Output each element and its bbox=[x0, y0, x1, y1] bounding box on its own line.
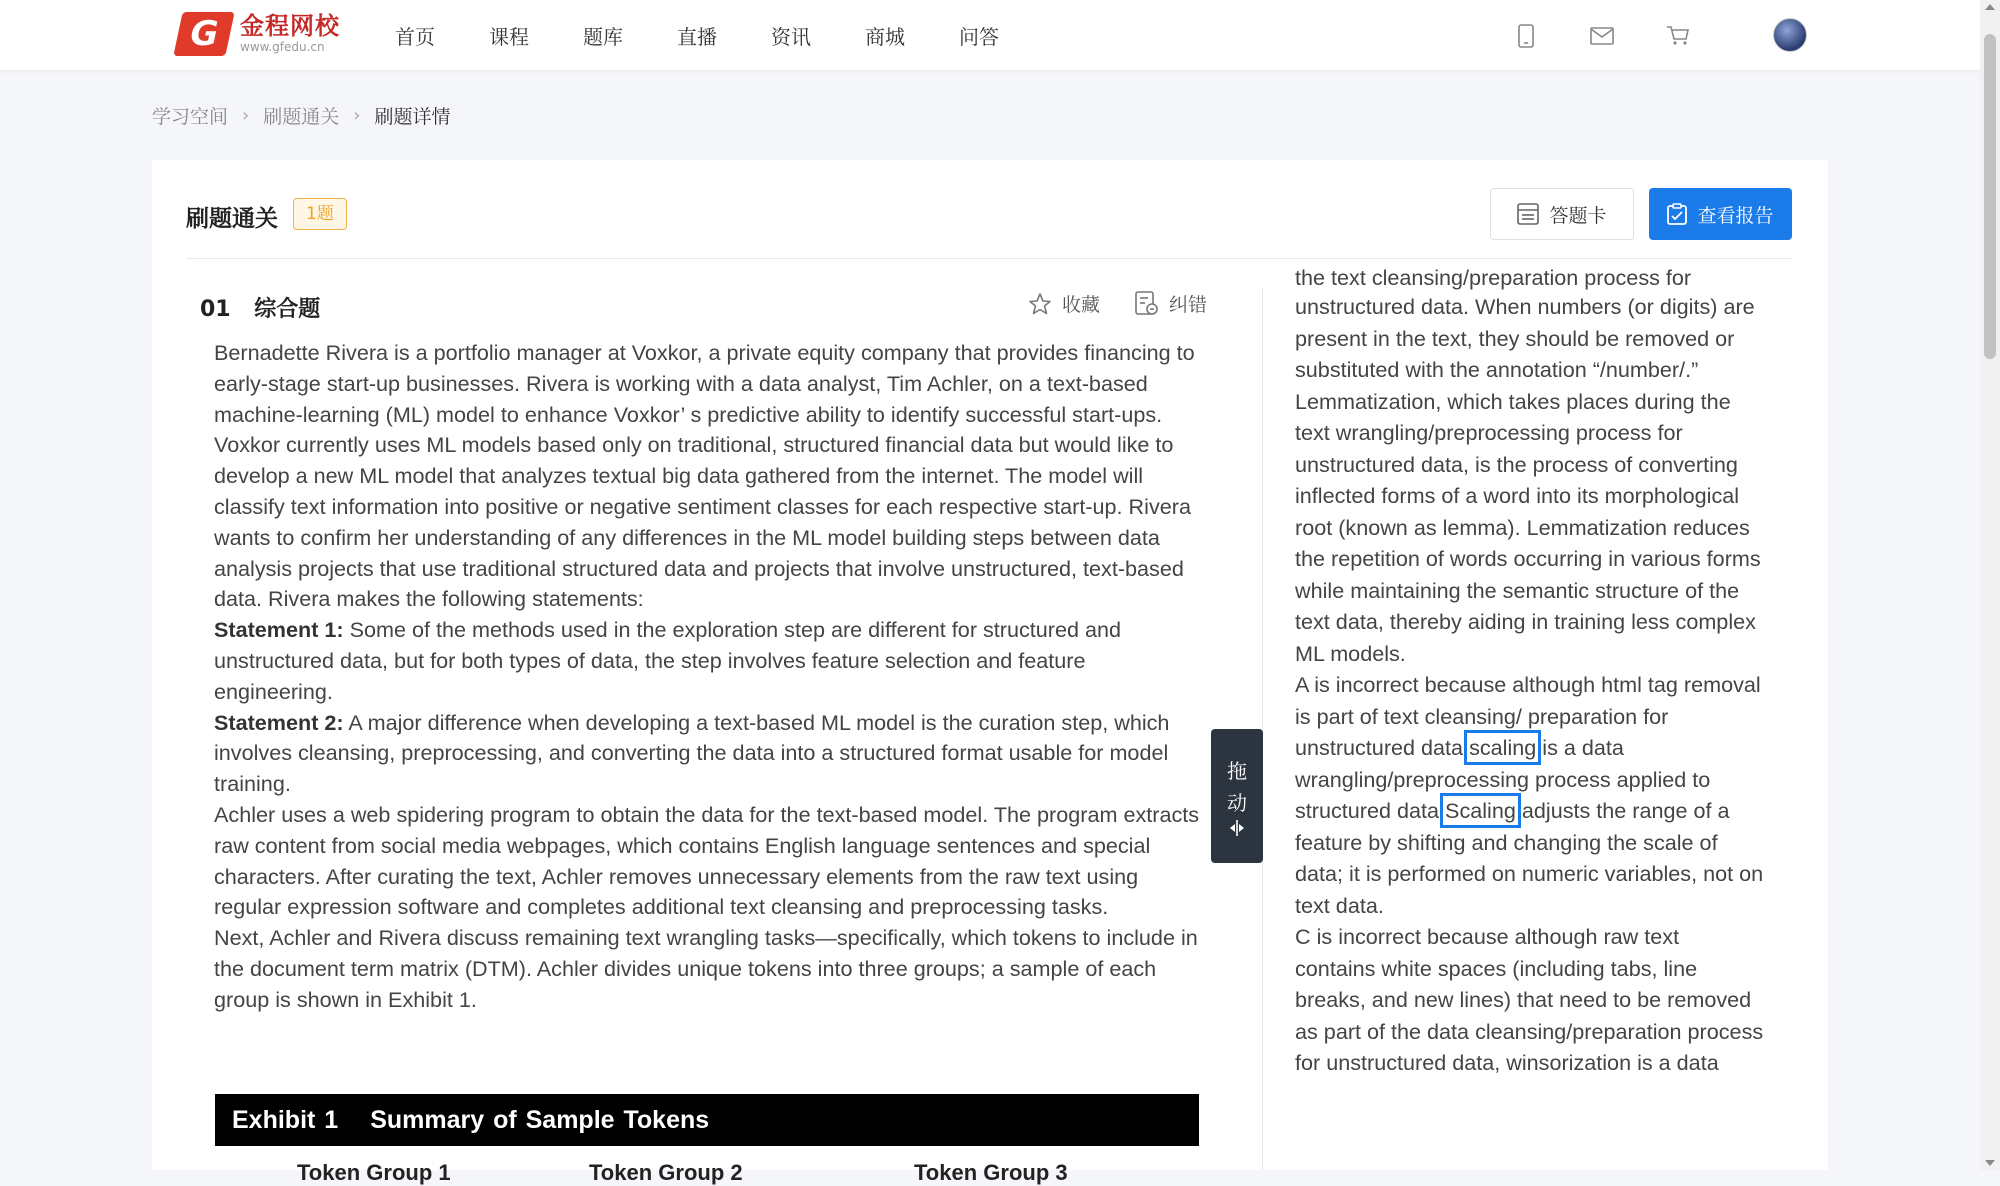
mobile-icon[interactable] bbox=[1512, 22, 1540, 50]
question-number: 01 bbox=[200, 297, 231, 322]
stem-paragraph: Bernadette Rivera is a portfolio manager at Voxkor, a private equity company that provides financing to early-stage start-up businesses. Rivera is working with a data analyst, Tim Achler, on a text-based machine-learning (ML) model to enhance Voxkor’ s predictive ability to identify successful start-ups. bbox=[214, 340, 1195, 427]
exhibit-column-2: Token Group 2 bbox=[589, 1160, 743, 1185]
explanation-partial-line: the text cleansing/preparation process for bbox=[1295, 265, 1692, 290]
top-navbar bbox=[0, 0, 1980, 70]
mail-icon[interactable] bbox=[1588, 22, 1616, 50]
statement-1 bbox=[214, 615, 1209, 707]
exhibit-column-1: Token Group 1 bbox=[297, 1160, 451, 1185]
main-nav bbox=[395, 0, 1053, 70]
exhibit-column-3: Token Group 3 bbox=[914, 1160, 1068, 1185]
drag-handle-char-2: 动 bbox=[1227, 791, 1247, 815]
chevron-right-icon: › bbox=[242, 105, 250, 126]
question-count-badge: 1题 bbox=[293, 198, 347, 230]
logo-url: www.gfedu.cn bbox=[240, 40, 325, 54]
site-logo[interactable] bbox=[178, 12, 340, 56]
drag-handle-char-1: 拖 bbox=[1227, 759, 1247, 783]
nav-item-mall[interactable]: 商城 bbox=[865, 24, 905, 49]
explanation-text bbox=[1295, 265, 1765, 1079]
stem-paragraph: Achler uses a web spidering program to obtain the data for the text-based model. The program extracts raw content from social media webpages, which contains English language sentences and special characters. After curating the text, Achler removes unnecessary elements from the raw text using regular expression software and completes additional text cleansing and preprocessing tasks. bbox=[214, 801, 1200, 920]
explanation-a-text: adjusts the range of a feature by shifting and changing the scale of data; it is performed on numeric variables, not on text data. bbox=[1295, 798, 1764, 918]
resize-horizontal-icon bbox=[1228, 819, 1246, 837]
nav-item-courses[interactable]: 课程 bbox=[489, 24, 529, 49]
page-scrollbar[interactable] bbox=[1980, 0, 2000, 1170]
favorite-label: 收藏 bbox=[1062, 294, 1101, 316]
explanation-option-a bbox=[1295, 669, 1765, 921]
view-report-button[interactable] bbox=[1649, 188, 1792, 240]
report-icon bbox=[1667, 203, 1687, 225]
explanation-option-c: C is incorrect because although raw text contains white spaces (including tabs, line breaks, and new lines) that need to be removed as part of the data cleansing/preparation process for unstructured data, winsorization is a data bbox=[1295, 924, 1764, 1075]
highlight-scaling: Scaling bbox=[1445, 798, 1516, 823]
explanation-a-text: is a data wrangling/preprocessing process applied to structured data. bbox=[1295, 735, 1711, 823]
nav-item-question-bank[interactable]: 题库 bbox=[583, 24, 623, 49]
correction-button[interactable] bbox=[1135, 290, 1207, 317]
highlight-scaling: scaling bbox=[1469, 735, 1537, 760]
explanation-a-text: A is incorrect because although html tag removal is part of text cleansing/ preparation for unstructured data, bbox=[1295, 672, 1761, 760]
divider bbox=[186, 258, 1792, 259]
stem-paragraph: Next, Achler and Rivera discuss remaining text wrangling tasks—specifically, which tokens to include in the document term matrix (DTM). Achler divides unique tokens into three groups; a sample of each group is shown in Exhibit 1. bbox=[214, 925, 1198, 1012]
logo-mark-icon: G bbox=[173, 12, 234, 56]
exhibit-column-headers bbox=[215, 1160, 1199, 1185]
exhibit-title-bar bbox=[215, 1094, 1199, 1146]
breadcrumb-current: 刷题详情 bbox=[374, 106, 451, 128]
view-report-label: 查看报告 bbox=[1697, 204, 1774, 227]
pane-divider bbox=[1262, 288, 1263, 1170]
correction-label: 纠错 bbox=[1169, 294, 1208, 316]
exhibit-label: Exhibit 1 bbox=[232, 1106, 339, 1134]
breadcrumb bbox=[152, 102, 450, 129]
correction-icon bbox=[1135, 291, 1159, 317]
question-type: 综合题 bbox=[254, 297, 321, 322]
explanation-paragraph: unstructured data. When numbers (or digits) are present in the text, they should be removed or substituted with the annotation “/number/.” Lemmatization, which takes places during the text wrangling/preprocessing process for unstructured data, is the process of converting inflected forms of a word into its morphological root (known as lemma). Lemmatization reduces the repetition of words occurring in various forms while maintaining the semantic structure of the text data, thereby aiding in training less complex ML models. bbox=[1295, 294, 1761, 666]
statement-2-label: Statement 2: bbox=[214, 709, 344, 735]
cart-icon[interactable] bbox=[1664, 22, 1692, 50]
pane-drag-handle[interactable] bbox=[1211, 729, 1263, 863]
nav-item-news[interactable]: 资讯 bbox=[771, 24, 811, 49]
answer-card-label: 答题卡 bbox=[1549, 204, 1607, 227]
page-title: 刷题通关 bbox=[186, 206, 278, 232]
nav-item-qa[interactable]: 问答 bbox=[959, 24, 999, 49]
explanation-pane[interactable] bbox=[1295, 265, 1775, 1170]
statement-1-text: Some of the methods used in the exploration step are different for structured and unstructured data, but for both types of data, the step involves feature selection and feature engineering. bbox=[214, 617, 1122, 704]
practice-card bbox=[152, 160, 1828, 1185]
nav-item-home[interactable]: 首页 bbox=[395, 24, 435, 49]
scroll-up-arrow-icon[interactable] bbox=[1985, 4, 1995, 10]
star-icon bbox=[1028, 292, 1052, 316]
scrollbar-thumb[interactable] bbox=[1984, 34, 1996, 359]
nav-item-live[interactable]: 直播 bbox=[677, 24, 717, 49]
answer-sheet-icon bbox=[1517, 203, 1539, 225]
question-header bbox=[200, 292, 320, 323]
statement-2-text: A major difference when developing a text-based ML model is the curation step, which involves cleansing, preprocessing, and converting the data into a structured format usable for model training. bbox=[214, 709, 1170, 797]
exhibit-title: Summary of Sample Tokens bbox=[370, 1106, 710, 1134]
answer-card-button[interactable] bbox=[1490, 188, 1634, 240]
scroll-down-arrow-icon[interactable] bbox=[1985, 1160, 1995, 1166]
user-avatar[interactable] bbox=[1773, 18, 1807, 52]
chevron-right-icon: › bbox=[353, 105, 361, 126]
breadcrumb-practice[interactable]: 刷题通关 bbox=[263, 106, 340, 128]
stem-paragraph: Voxkor currently uses ML models based only on traditional, structured financial data but would like to develop a new ML model that analyzes textual big data gathered from the internet. The model will classify text information into positive or negative sentiment classes for each respective start-up. Rivera wants to confirm her understanding of any differences in the ML model building steps between data analysis projects that use traditional structured data and projects that involve unstructured, text-based data. Rivera makes the following statements: bbox=[214, 432, 1191, 612]
statement-2 bbox=[214, 708, 1209, 800]
question-stem bbox=[214, 338, 1209, 1016]
breadcrumb-study-space[interactable]: 学习空间 bbox=[152, 106, 229, 128]
favorite-button[interactable] bbox=[1028, 290, 1100, 317]
statement-1-label: Statement 1: bbox=[214, 617, 344, 643]
logo-name: 金程网校 bbox=[240, 12, 340, 40]
